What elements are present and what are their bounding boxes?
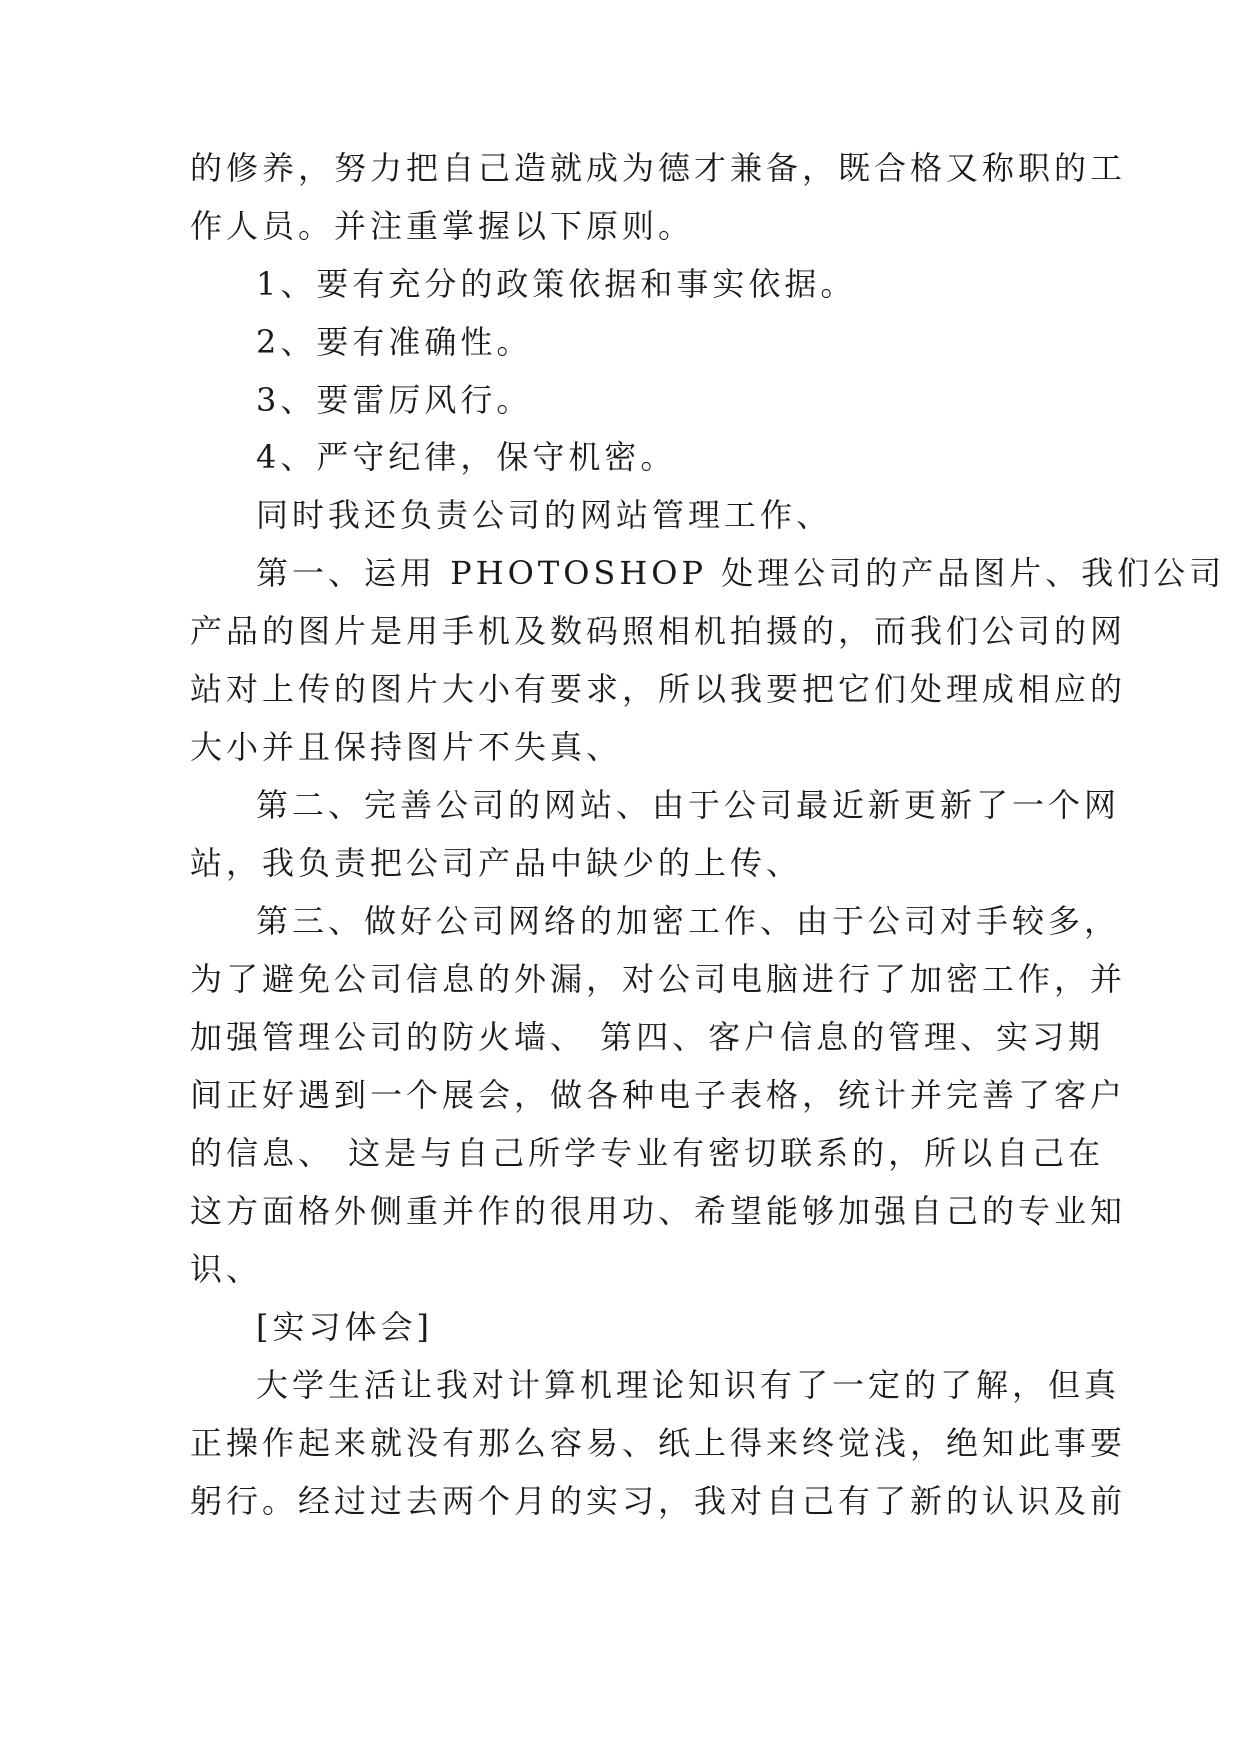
text-line: 这方面格外侧重并作的很用功、希望能够加强自己的专业知	[190, 1192, 1127, 1230]
text-line: 识、	[190, 1250, 263, 1288]
paragraph-line: 同时我还负责公司的网站管理工作、	[256, 496, 833, 534]
text-line: 站，我负责把公司产品中缺少的上传、	[190, 844, 803, 882]
list-item: 2、要有准确性。	[256, 323, 533, 361]
text-line: 的修养，努力把自己造就成为德才兼备，既合格又称职的工	[190, 149, 1127, 187]
section-heading: [实习体会]	[256, 1308, 433, 1346]
text-line: 大小并且保持图片不失真、	[190, 728, 623, 766]
paragraph-line: 第一、运用 PHOTOSHOP 处理公司的产品图片、我们公司	[256, 554, 1226, 592]
list-item: 4、严守纪律，保守机密。	[256, 438, 677, 476]
text-line: 的信息、 这是与自己所学专业有密切联系的，所以自己在	[190, 1134, 1105, 1172]
paragraph-line: 第二、完善公司的网站、由于公司最近新更新了一个网	[256, 786, 1121, 824]
paragraph-line: 第三、做好公司网络的加密工作、由于公司对手较多，	[256, 902, 1121, 940]
text-line: 正操作起来就没有那么容易、纸上得来终觉浅，绝知此事要	[190, 1424, 1127, 1462]
text-line: 站对上传的图片大小有要求，所以我要把它们处理成相应的	[190, 670, 1127, 708]
text-line: 为了避免公司信息的外漏，对公司电脑进行了加密工作，并	[190, 960, 1127, 998]
text-line: 加强管理公司的防火墙、 第四、客户信息的管理、实习期	[190, 1018, 1105, 1056]
list-item: 1、要有充分的政策依据和事实依据。	[256, 265, 857, 303]
text-line: 躬行。经过过去两个月的实习，我对自己有了新的认识及前	[190, 1482, 1127, 1520]
text-line: 间正好遇到一个展会，做各种电子表格，统计并完善了客户	[190, 1076, 1127, 1114]
list-item: 3、要雷厉风行。	[256, 381, 533, 419]
text-line: 产品的图片是用手机及数码照相机拍摄的，而我们公司的网	[190, 612, 1127, 650]
paragraph-line: 大学生活让我对计算机理论知识有了一定的了解，但真	[256, 1366, 1121, 1404]
text-line: 作人员。并注重掌握以下原则。	[190, 207, 695, 245]
